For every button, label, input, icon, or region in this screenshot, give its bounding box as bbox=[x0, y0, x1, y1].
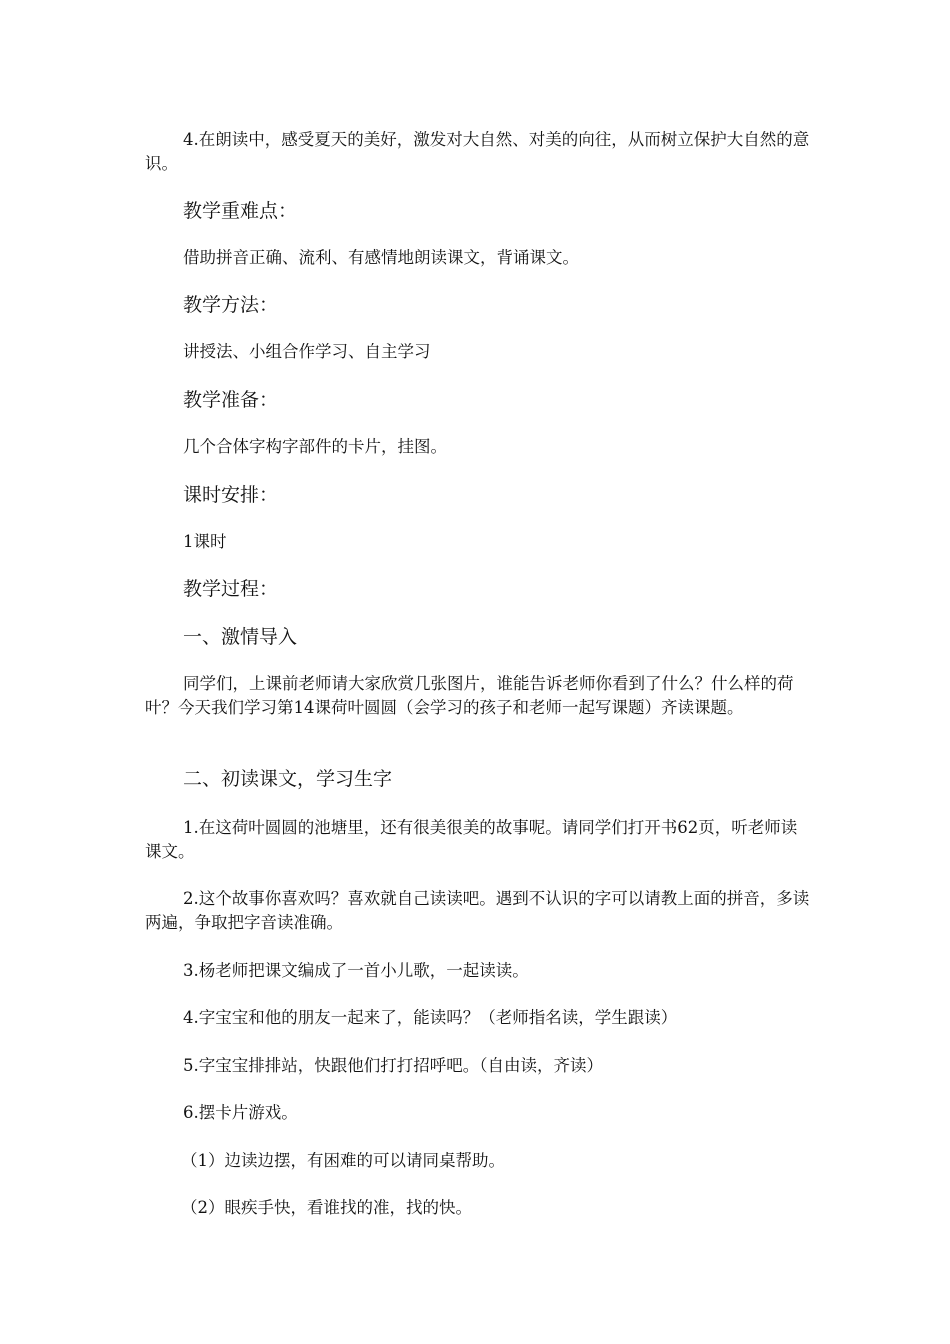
key-difficulties-text: 借助拼音正确、流利、有感情地朗读课文，背诵课文。 bbox=[183, 248, 579, 267]
step-1-paragraph: 1.在这荷叶圆圆的池塘里，还有很美很美的故事呢。请同学们打开书62页，听老师读课文。 bbox=[145, 818, 798, 861]
schedule-heading: 课时安排： bbox=[183, 484, 279, 506]
step-2-paragraph: 2.这个故事你喜欢吗？喜欢就自己读读吧。遇到不认识的字可以请教上面的拼音，多读两遍，争取把字音读准确。 bbox=[145, 889, 810, 932]
schedule-text: 1课时 bbox=[183, 532, 227, 551]
section-two-heading: 二、初读课文，学习生字 bbox=[183, 768, 393, 790]
objective-4-paragraph: 4.在朗读中，感受夏天的美好，激发对大自然、对美的向往，从而树立保护大自然的意识。 bbox=[145, 130, 810, 173]
teaching-preparation-text: 几个合体字构字部件的卡片，挂图。 bbox=[183, 437, 447, 456]
step-6-paragraph: 6.摆卡片游戏。 bbox=[183, 1103, 298, 1122]
teaching-methods-heading: 教学方法： bbox=[183, 294, 279, 316]
section-one-paragraph: 同学们，上课前老师请大家欣赏几张图片，谁能告诉老师你看到了什么？什么样的荷叶？今天我们学习第14课荷叶圆圆（会学习的孩子和老师一起写课题）齐读课题。 bbox=[145, 674, 794, 717]
section-one-heading: 一、激情导入 bbox=[183, 626, 298, 648]
teaching-methods-text: 讲授法、小组合作学习、自主学习 bbox=[183, 342, 431, 361]
step-5-paragraph: 5.字宝宝排排站，快跟他们打打招呼吧。（自由读，齐读） bbox=[183, 1056, 603, 1075]
teaching-process-heading: 教学过程： bbox=[183, 578, 279, 600]
step-3-paragraph: 3.杨老师把课文编成了一首小儿歌，一起读读。 bbox=[183, 961, 529, 980]
key-difficulties-heading: 教学重难点： bbox=[183, 200, 298, 222]
teaching-preparation-heading: 教学准备： bbox=[183, 389, 279, 411]
step-6-sub-2: （2）眼疾手快，看谁找的准，找的快。 bbox=[181, 1198, 472, 1217]
step-6-sub-1: （1）边读边摆，有困难的可以请同桌帮助。 bbox=[181, 1151, 505, 1170]
step-4-paragraph: 4.字宝宝和他的朋友一起来了，能读吗？（老师指名读，学生跟读） bbox=[183, 1008, 678, 1027]
